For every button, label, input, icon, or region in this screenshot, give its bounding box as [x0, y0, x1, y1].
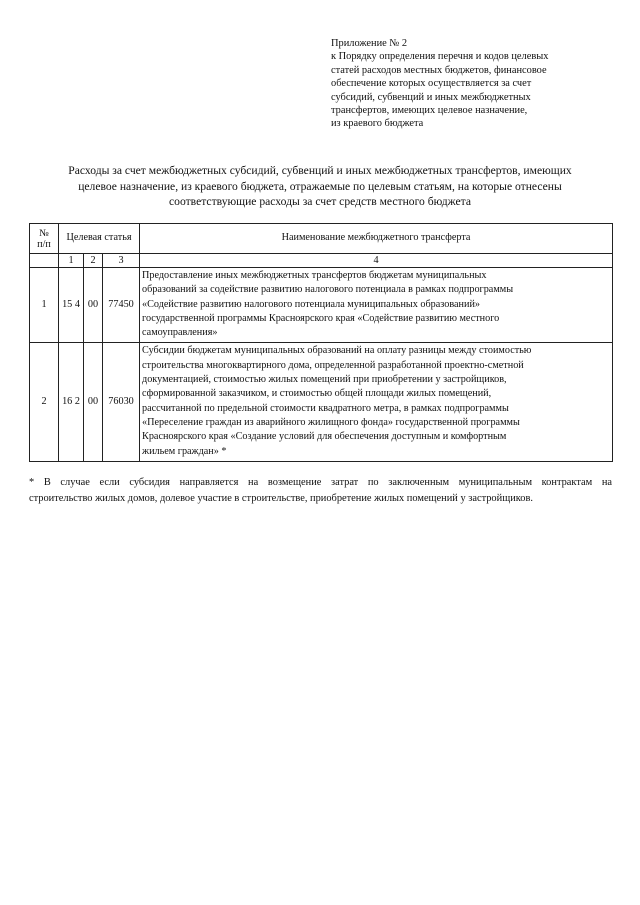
appendix-line: субсидий, субвенций и иных межбюджетных: [331, 91, 531, 103]
row-name-line: образований за содействие развитию налогового потенциала в рамках подпрограммы: [142, 284, 514, 296]
row-code1: 15 4: [59, 268, 84, 343]
row-code1: 16 2: [59, 343, 84, 461]
index-row: [30, 254, 613, 268]
row-name-line: рассчитанной по предельной стоимости квадратного метра, в рамках подпрограммы: [142, 402, 509, 414]
index-cell-empty: [30, 254, 59, 268]
row-code3: 77450: [103, 268, 140, 343]
header-num: [30, 224, 59, 254]
table-row: [30, 343, 613, 461]
footnote: [29, 475, 612, 506]
header-name: Наименование межбюджетного трансферта: [140, 224, 613, 254]
row-code2: 00: [84, 343, 103, 461]
transfers-table: [29, 223, 613, 462]
table-row: [30, 268, 613, 343]
row-num: 2: [30, 343, 59, 461]
index-cell: 2: [84, 254, 103, 268]
row-name: [140, 343, 613, 461]
row-name-line: самоуправления»: [142, 327, 218, 339]
header-num-line2: п/п: [37, 238, 51, 250]
appendix-line: Приложение № 2: [331, 38, 408, 49]
row-name-line: Предоставление иных межбюджетных трансфертов бюджетам муниципальных: [142, 270, 487, 281]
row-name-line: документацией, стоимостью жилых помещений при приобретении у застройщиков,: [142, 374, 507, 386]
row-name-line: Субсидии бюджетам муниципальных образований на оплату разницы между стоимостью: [142, 345, 532, 357]
appendix-line: обеспечение которых осуществляется за счет: [331, 78, 532, 90]
row-num: 1: [30, 268, 59, 343]
title-line: целевое назначение, из краевого бюджета, отражаемые по целевым статьям, на которые отнесены: [78, 179, 562, 193]
appendix-line: статей расходов местных бюджетов, финансовое: [331, 64, 547, 76]
footnote-line: строительство жилых домов, долевое участие в строительстве, приобретение жилых помещений у застройщиков.: [29, 492, 533, 504]
header-code: Целевая статья: [59, 224, 140, 254]
row-name-line: жильем граждан» *: [142, 445, 227, 457]
row-name: [140, 268, 613, 343]
appendix-line: к Порядку определения перечня и кодов целевых: [331, 51, 549, 63]
title-line: соответствующие расходы за счет средств местного бюджета: [169, 195, 471, 209]
row-name-line: «Содействие развитию налогового потенциала муниципальных образований»: [142, 298, 480, 310]
footnote-line: * В случае если субсидия направляется на возмещение затрат по заключенным муниципальным контрактам на: [29, 477, 612, 488]
row-name-line: сформированной заказчиком, и стоимостью общей площади жилых помещений,: [142, 388, 492, 400]
row-code3: 76030: [103, 343, 140, 461]
appendix-line: из краевого бюджета: [331, 118, 424, 130]
row-name-line: строительства многоквартирного дома, определенной разработанной проектно-сметной: [142, 359, 524, 371]
appendix-line: трансфертов, имеющих целевое назначение,: [331, 105, 528, 117]
row-name-line: Красноярского края «Создание условий для обеспечения доступным и комфортным: [142, 431, 507, 443]
index-cell: 3: [103, 254, 140, 268]
index-cell: 4: [140, 254, 613, 268]
header-row: [30, 224, 613, 254]
header-num-line1: №: [39, 227, 49, 239]
row-code2: 00: [84, 268, 103, 343]
document-title: [30, 163, 610, 210]
row-name-line: государственной программы Красноярского края «Содействие развитию местного: [142, 312, 500, 324]
row-name-line: «Переселение граждан из аварийного жилищного фонда» государственной программы: [142, 416, 520, 428]
appendix-block: [331, 37, 611, 131]
title-line: Расходы за счет межбюджетных субсидий, субвенций и иных межбюджетных трансфертов, имеющих: [68, 164, 572, 177]
index-cell: 1: [59, 254, 84, 268]
